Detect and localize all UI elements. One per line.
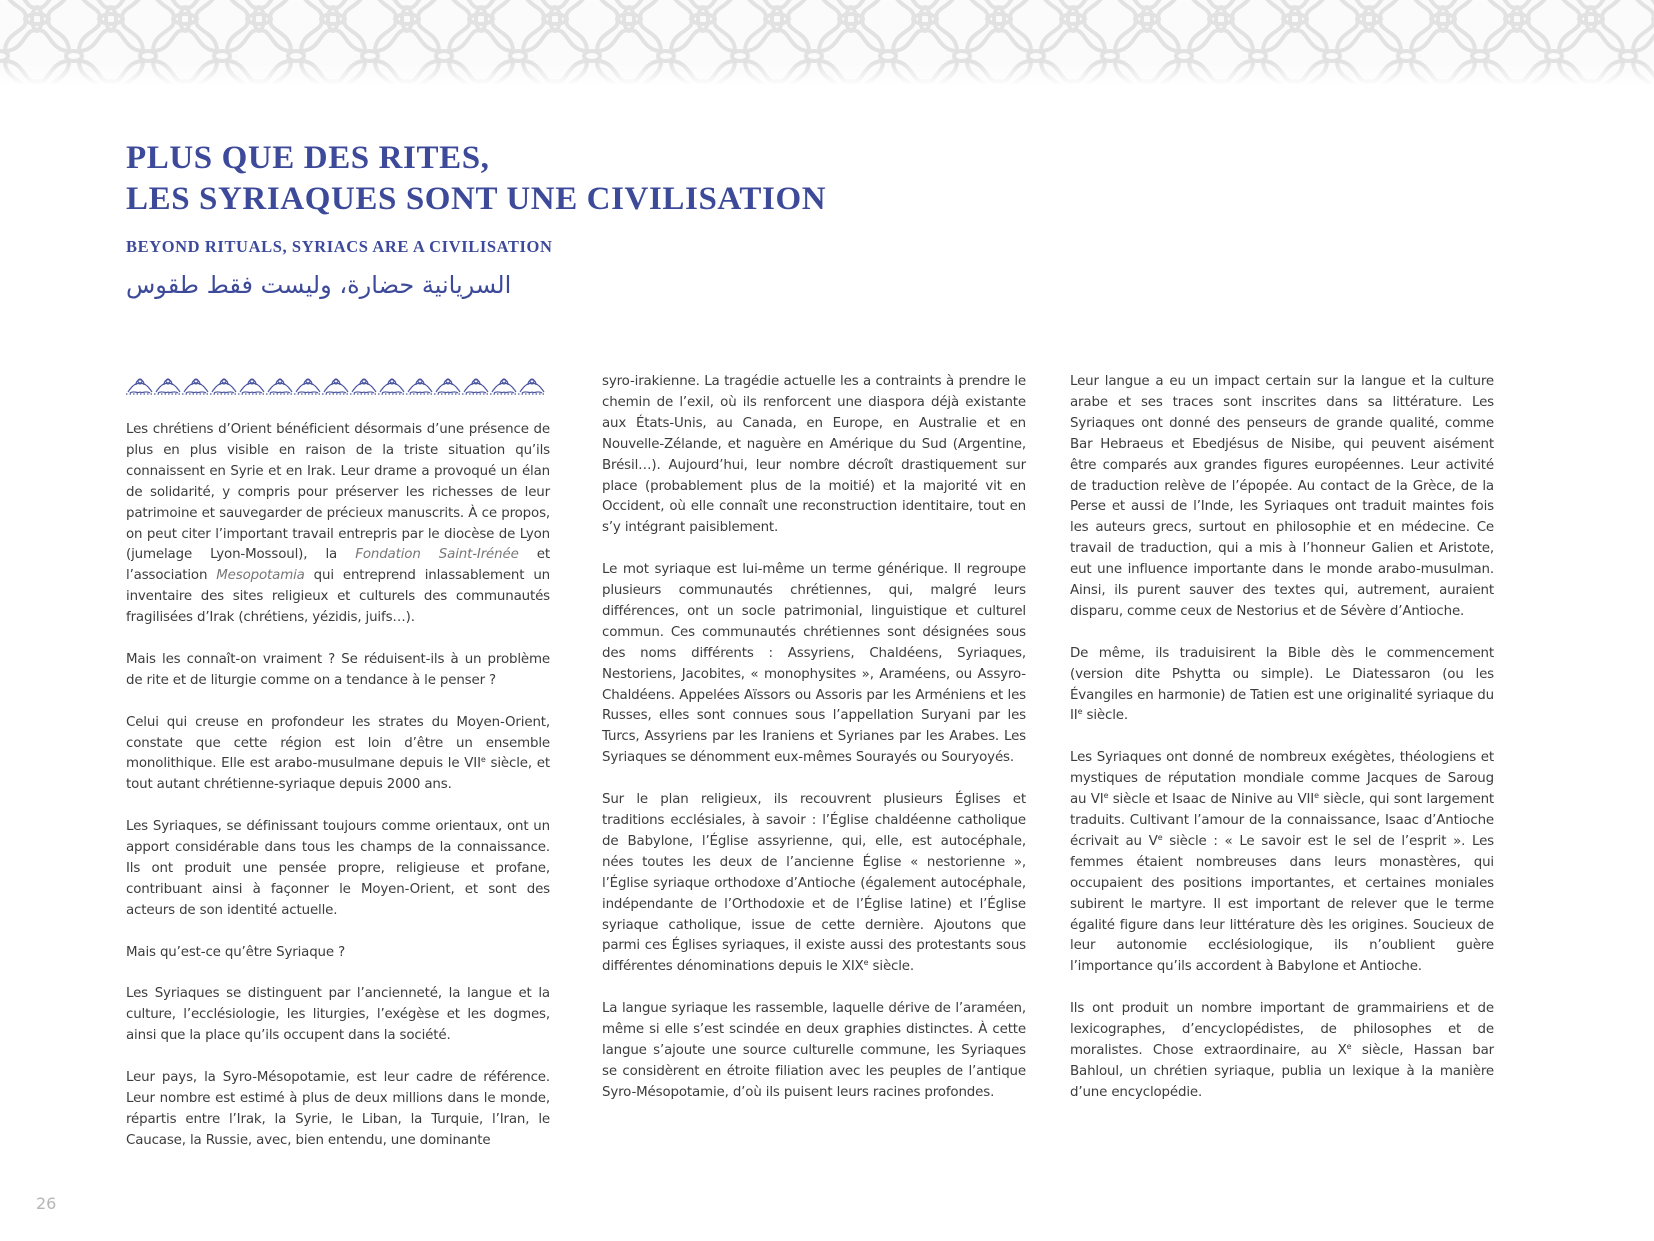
paragraph: Le mot syriaque est lui-même un terme générique. Il regroupe plusieurs communautés chrétiennes, qui, malgré leurs différences, ont un socle patrimonial, linguistique et culturel commun. Ces communautés chrétiennes sont désignées sous des noms différents : Assyriens, Chaldéens, Syriaques, Nestoriens, Jacobites, « monophysites », Araméens, ou Assyro-Chaldéens. Appelées Aïssors ou Assoris par les Arméniens et les Russes, elles sont connues sous l’appellation Suryani par les Turcs, Assyriens par les Iraniens et Syrianes par les Arabes. Les Syriaques se dénomment eux-mêmes Sourayés ou Souryoyés.	[602, 562, 1026, 766]
text-run: siècle.	[868, 959, 915, 975]
superscript: e	[1157, 832, 1163, 842]
page-number: 26	[36, 1194, 57, 1213]
superscript: e	[1077, 707, 1083, 717]
title-line-2: LES SYRIAQUES SONT UNE CIVILISATION	[126, 181, 827, 217]
text-column-2	[602, 372, 1026, 1125]
text-run: siècle, Hassan bar Bahloul, un chrétien syriaque, publia un lexique à la manière d’une encyclopédie.	[1070, 1042, 1494, 1100]
paragraph: Les Syriaques se distinguent par l’ancienneté, la langue et la culture, l’ecclésiologie, les liturgies, l’exégèse et les dogmes, ainsi que la place qu’ils occupent dans la société.	[126, 986, 550, 1044]
text-run: siècle et Isaac de Ninive au VII	[1108, 792, 1315, 808]
text-run: siècle, et tout autant chrétienne-syriaque depuis 2000 ans.	[126, 756, 550, 793]
paragraph: La langue syriaque les rassemble, laquelle dérive de l’araméen, même si elle s’est scindée en deux graphies distinctes. À cette langue s’ajoute une source culturelle commune, les Syriaques se considèrent en étroite filiation avec les peuples de l’antique Syro-Mésopotamie, d’où ils puisent leurs racines profondes.	[602, 1001, 1026, 1100]
foundation-name: Fondation Saint-Irénée	[355, 547, 519, 563]
text-column-1	[126, 372, 550, 1173]
text-run: et l’association	[126, 547, 550, 584]
text-run: Les chrétiens d’Orient bénéficient désormais d’une présence de plus en plus visible en raison de la triste situation qu’ils connaissent en Syrie et en Irak. Leur drame a provoqué un élan de solidarité, y compris pour préserver les richesses de leur patrimoine et sauvegarder de précieux manuscrits. À ce propos, on peut citer l’important travail entrepris par le diocèse de Lyon (jumelage Lyon-Mossoul), la	[126, 422, 550, 563]
paragraph	[126, 713, 550, 797]
text-run: qui entreprend inlassablement un inventaire des sites religieux et culturels des communautés fragilisées d’Irak (chrétiens, yézidis, juifs…).	[126, 568, 550, 626]
text-column-3	[1070, 372, 1494, 1125]
text-run: siècle.	[1082, 708, 1128, 724]
superscript: e	[863, 958, 869, 968]
paragraph	[1070, 999, 1494, 1104]
text-run: Sur le plan religieux, ils recouvrent plusieurs Églises et traditions ecclésiales, à savoir : l’Église chaldéenne catholique de Babylone, l’Église assyrienne, qui, elle, est autocéphale, nées toutes les deux de l’ancienne Église « nestorienne », l’Église syriaque orthodoxe d’Antioche (également autocéphale, indépendante de l’Orthodoxie et de l’Église latine) et l’Église syriaque catholique, issue de cette dernière. Ajoutons que parmi ces Églises syriaques, il existe aussi des protestants sous différentes dénominations depuis le XIX	[602, 792, 1026, 975]
text-run: Les Syriaques ont donné de nombreux exégètes, théologiens et mystiques de réputation mondiale comme Jacques de Saroug au VI	[1070, 750, 1494, 808]
superscript: e	[1346, 1041, 1352, 1051]
arabic-subtitle: السريانية حضارة، وليست فقط طقوس	[126, 271, 512, 299]
decorative-pattern-band	[0, 0, 1654, 84]
paragraph	[1070, 748, 1494, 978]
paragraph: syro-irakienne. La tragédie actuelle les a contraints à prendre le chemin de l’exil, où ils renforcent une diaspora déjà existante aux États-Unis, au Canada, en Europe, en Australie et en Nouvelle-Zélande, et naguère en Amérique du Sud (Argentine, Brésil…). Aujourd’hui, leur nombre décroît drastiquement sur place (probablement plus de la moitié) et la majorité vit en Occident, où elle connaît une reconstruction identitaire, tout en s’y intégrant paisiblement.	[602, 374, 1026, 536]
interlace-pattern-icon	[0, 0, 1654, 84]
association-name: Mesopotamia	[216, 568, 305, 584]
paragraph: Leur langue a eu un impact certain sur la langue et la culture arabe et ses traces sont inscrites dans sa littérature. Les Syriaques ont donné des penseurs de grande qualité, comme Bar Hebraeus et Ebedjésus de Nisibe, qui peuvent aisément être comparés aux grandes figures européennes. Leur activité de traduction relève de l’épopée. Au contact de la Grèce, de la Perse et aussi de l’Inde, les Syriaques ont traduit maintes fois les auteurs grecs, surtout en philosophie et en médecine. Ce travail de traduction, qui a mis à l’honneur Galien et Aristote, eut une influence importante dans le monde arabo-musulman. Ainsi, ils purent sauver des textes qui, autrement, auraient disparu, comme ceux de Nestorius et de Sévère d’Antioche.	[1070, 374, 1494, 619]
superscript: e	[1314, 791, 1319, 801]
ornament-divider	[126, 372, 550, 398]
text-run: Ils ont produit un nombre important de grammairiens et de lexicographes, d’encyclopédistes, de philosophes et de moralistes. Chose extraordinaire, au X	[1070, 1001, 1494, 1058]
paragraph	[126, 420, 550, 629]
heading-block	[126, 138, 826, 299]
english-subtitle: BEYOND RITUALS, SYRIACS ARE A CIVILISATION	[126, 237, 553, 256]
paragraph: Leur pays, la Syro-Mésopotamie, est leur cadre de référence. Leur nombre est estimé à plus de deux millions dans le monde, répartis entre l’Irak, la Syrie, le Liban, la Turquie, l’Iran, le Caucase, la Russie, avec, bien entendu, une dominante	[126, 1070, 550, 1148]
text-run: siècle, qui sont largement traduits. Cultivant l’amour de la connaissance, Isaac d’Antioche écrivait au V	[1070, 792, 1495, 849]
paragraph: Les Syriaques, se définissant toujours comme orientaux, ont un apport considérable dans tous les champs de la connaissance. Ils ont produit une pensée propre, religieuse et profane, contribuant ainsi à façonner le Moyen-Orient, et sont des acteurs de son identité actuelle.	[126, 819, 550, 918]
paragraph	[1070, 644, 1494, 728]
scalloped-ornament-icon	[126, 372, 546, 398]
superscript: e	[480, 755, 486, 765]
paragraph: Mais les connaît-on vraiment ? Se réduisent-ils à un problème de rite et de liturgie comme on a tendance à le penser ?	[126, 651, 550, 688]
paragraph-question: Mais qu’est-ce qu’être Syriaque ?	[126, 944, 346, 960]
page-title	[126, 138, 826, 220]
paragraph	[602, 790, 1026, 978]
title-line-1: PLUS QUE DES RITES,	[126, 140, 490, 176]
text-run: De même, ils traduisirent la Bible dès le commencement (version dite Pshytta ou simple). Le Diatessaron (ou les Évangiles en harmonie) de Tatien est une originalité syriaque du II	[1070, 645, 1494, 724]
text-run: siècle : « Le savoir est le sel de l’esprit ». Les femmes étaient nombreuses dans leurs monastères, qui occupaient des positions importantes, et certaines moniales subirent le martyre. Il est important de relever que le terme égalité figure dans leur littérature dès les origines. Soucieux de leur autonomie ecclésiologique, ils n’oublient guère l’importance qu’ils accordent à Babylone et Antioche.	[1070, 833, 1495, 975]
superscript: e	[1103, 791, 1109, 801]
text-run: Celui qui creuse en profondeur les strates du Moyen-Orient, constate que cette région est loin d’être un ensemble monolithique. Elle est arabo-musulmane depuis le VII	[126, 714, 550, 772]
